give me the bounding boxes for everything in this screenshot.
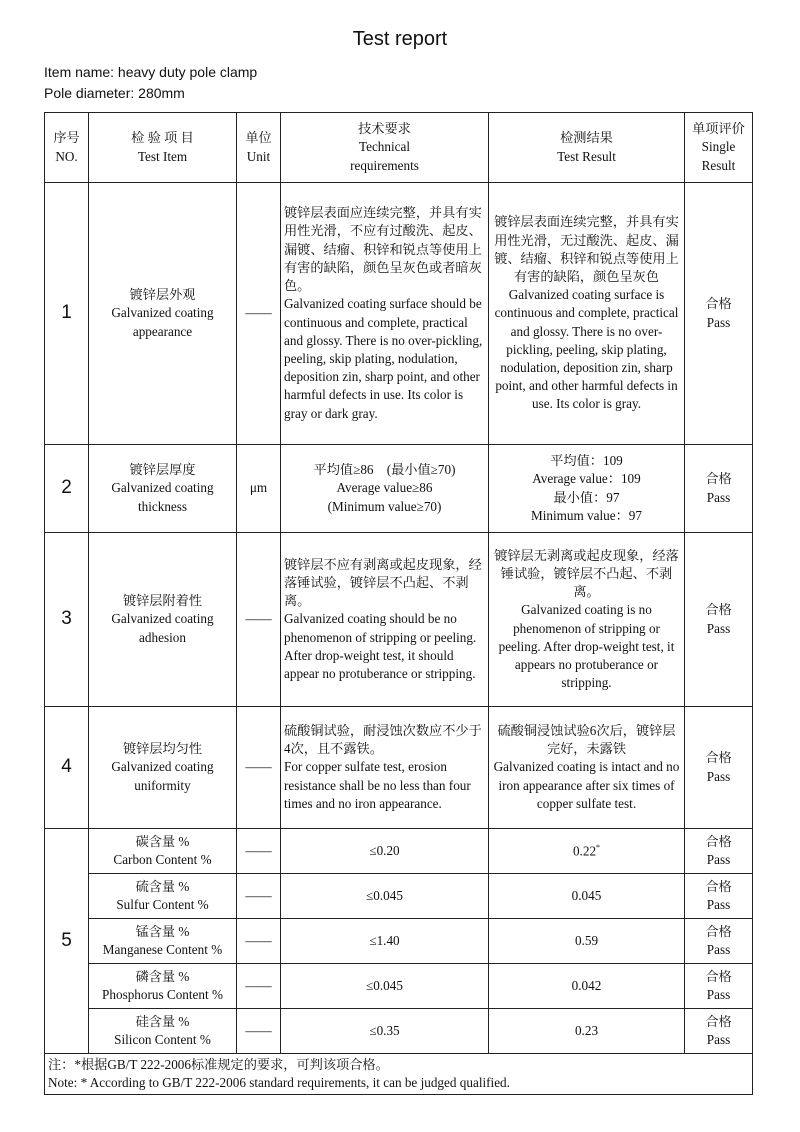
row-number: 4 xyxy=(45,707,89,829)
test-result: 镀锌层表面连续完整，并具有实用性光滑，无过酸洗、起皮、漏镀、结瘤、积锌和锐点等使用上有害的缺陷，颜色呈灰色 Galvanized coating surface is continuous and complete, practical and glossy. There is no over-pickling, peeling, skip plating, nodulation, deposition zin, sharp point, and other harmful defects in use. Its color is gray. xyxy=(489,183,685,445)
single-result: 合格 Pass xyxy=(685,183,753,445)
test-result: 0.22* xyxy=(489,829,685,874)
test-item: 硅含量 % Silicon Content % xyxy=(89,1009,237,1054)
test-report-table xyxy=(44,112,753,1095)
test-result: 0.042 xyxy=(489,964,685,1009)
footnote-marker: * xyxy=(596,842,601,852)
table-row xyxy=(45,964,753,1009)
test-result: 硫酸铜浸蚀试验6次后，镀锌层完好，未露铁 Galvanized coating is intact and no iron appearance after six times of copper sulfate test. xyxy=(489,707,685,829)
table-row xyxy=(45,707,753,829)
single-result: 合格 Pass xyxy=(685,707,753,829)
table-row xyxy=(45,533,753,707)
note-cn: 注：*根据GB/T 222-2006标准规定的要求，可判该项合格。 xyxy=(48,1057,389,1072)
item-name: Item name: heavy duty pole clamp xyxy=(44,64,258,80)
test-item: 锰含量 % Manganese Content % xyxy=(89,919,237,964)
test-result: 0.59 xyxy=(489,919,685,964)
row-number: 3 xyxy=(45,533,89,707)
unit: —— xyxy=(237,533,281,707)
header-no: 序号 NO. xyxy=(45,113,89,183)
test-result: 0.23 xyxy=(489,1009,685,1054)
single-result: 合格 Pass xyxy=(685,874,753,919)
single-result: 合格 Pass xyxy=(685,829,753,874)
test-item: 碳含量 % Carbon Content % xyxy=(89,829,237,874)
test-result: 镀锌层无剥离或起皮现象，经落锤试验，镀锌层不凸起、不剥离。 Galvanized coating is no phenomenon of stripping or peeling. After drop-weight test, it appears no protuberance or stripping. xyxy=(489,533,685,707)
single-result: 合格 Pass xyxy=(685,964,753,1009)
header-single-result: 单项评价 Single Result xyxy=(685,113,753,183)
table-row xyxy=(45,445,753,533)
report-title: Test report xyxy=(352,28,448,50)
table-row xyxy=(45,919,753,964)
test-result: 0.045 xyxy=(489,874,685,919)
header-requirements: 技术要求 Technical requirements xyxy=(281,113,489,183)
requirement: ≤0.20 xyxy=(281,829,489,874)
single-result: 合格 Pass xyxy=(685,445,753,533)
unit: —— xyxy=(237,707,281,829)
requirement: 镀锌层不应有剥离或起皮现象，经落锤试验，镀锌层不凸起、不剥离。 Galvanized coating should be no phenomenon of stripping or peeling. After drop-weight test, it should appear no protuberance or stripping. xyxy=(281,533,489,707)
test-item: 镀锌层均匀性 Galvanized coating uniformity xyxy=(89,707,237,829)
single-result: 合格 Pass xyxy=(685,1009,753,1054)
test-item: 硫含量 % Sulfur Content % xyxy=(89,874,237,919)
table-row xyxy=(45,829,753,874)
test-item: 磷含量 % Phosphorus Content % xyxy=(89,964,237,1009)
unit: —— xyxy=(237,919,281,964)
report-note xyxy=(45,1054,753,1095)
row-number: 2 xyxy=(45,445,89,533)
header-unit: 单位 Unit xyxy=(237,113,281,183)
test-result: 平均值：109 Average value：109 最小值：97 Minimum value：97 xyxy=(489,445,685,533)
note-en: Note: * According to GB/T 222-2006 standard requirements, it can be judged qualified. xyxy=(48,1075,510,1091)
row-number: 5 xyxy=(45,829,89,1054)
table-row xyxy=(45,183,753,445)
requirement: ≤0.045 xyxy=(281,964,489,1009)
unit: —— xyxy=(237,183,281,445)
unit: —— xyxy=(237,964,281,1009)
requirement: 镀锌层表面应连续完整，并具有实用性光滑，不应有过酸洗、起皮、漏镀、结瘤、积锌和锐点等使用上有害的缺陷，颜色呈灰色或者暗灰色。 Galvanized coating surface should be continuous and complete, practical and glossy. There is no over-pickling, peeling, skip plating, nodulation, deposition zin, sharp point, and other harmful defects in use. Its color is gray or dark gray. xyxy=(281,183,489,445)
requirement: ≤1.40 xyxy=(281,919,489,964)
requirement: 硫酸铜试验，耐浸蚀次数应不少于4次，且不露铁。 For copper sulfate test, erosion resistance shall be no less than four times and no iron appearance. xyxy=(281,707,489,829)
table-row xyxy=(45,1009,753,1054)
unit: —— xyxy=(237,829,281,874)
requirement: ≤0.35 xyxy=(281,1009,489,1054)
test-item: 镀锌层厚度 Galvanized coating thickness xyxy=(89,445,237,533)
test-item: 镀锌层外观 Galvanized coating appearance xyxy=(89,183,237,445)
header-test-result: 检测结果 Test Result xyxy=(489,113,685,183)
unit: —— xyxy=(237,874,281,919)
table-header-row xyxy=(45,113,753,183)
header-test-item: 检 验 项 目 Test Item xyxy=(89,113,237,183)
unit: —— xyxy=(237,1009,281,1054)
test-item: 镀锌层附着性 Galvanized coating adhesion xyxy=(89,533,237,707)
row-number: 1 xyxy=(45,183,89,445)
single-result: 合格 Pass xyxy=(685,533,753,707)
requirement: 平均值≥86 (最小值≥70) Average value≥86 (Minimum value≥70) xyxy=(281,445,489,533)
pole-diameter: Pole diameter: 280mm xyxy=(44,85,185,101)
unit: μm xyxy=(237,445,281,533)
notes-row xyxy=(45,1054,753,1095)
single-result: 合格 Pass xyxy=(685,919,753,964)
requirement: ≤0.045 xyxy=(281,874,489,919)
table-row xyxy=(45,874,753,919)
